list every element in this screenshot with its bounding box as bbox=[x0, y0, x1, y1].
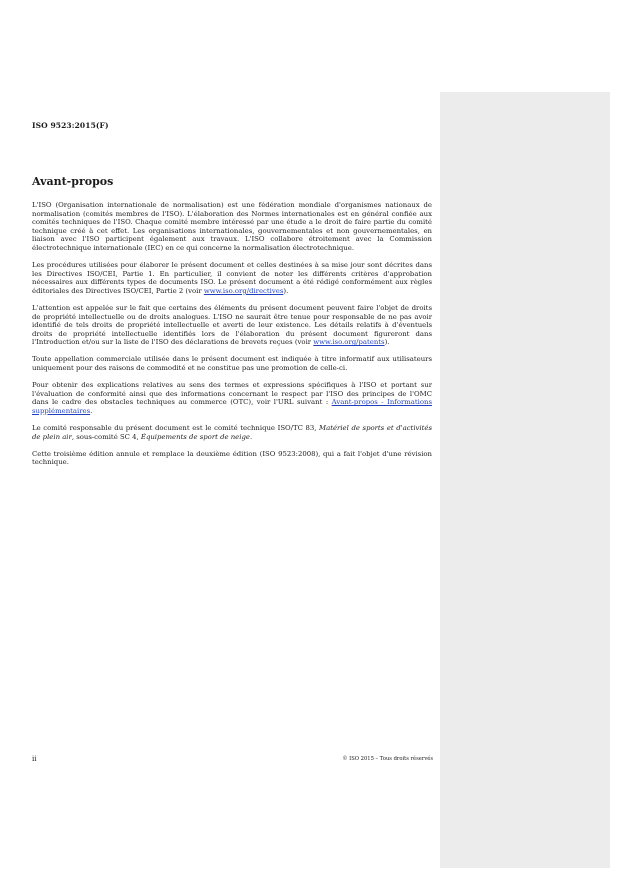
paragraph-3-text: L'attention est appelée sur le fait que certains des éléments du présent document peuvent faire l'objet de droits de propriété intellectuelle ou de droits analogues. L'ISO ne saurait être tenue pour responsable de ne pas avoir identifié de tels droits de propriété intellectuelle et averti de leur existence. Les détails relatifs à d'éventuels droits de propriété intellectuelle identifiés lors de l'élaboration du présent document figureront dans l'Introduction et/ou sur la liste de l'ISO des déclarations de brevets reçues (voir bbox=[32, 303, 432, 347]
paragraph-5-end: . bbox=[90, 406, 93, 415]
paragraph-6-end: . bbox=[249, 432, 253, 441]
directives-link[interactable]: www.iso.org/directives bbox=[203, 286, 284, 295]
page-number: ii bbox=[32, 755, 37, 763]
paragraph-6 bbox=[32, 424, 432, 441]
section-title: Avant-propos bbox=[32, 175, 114, 188]
paragraph-4: Toute appellation commerciale utilisée dans le présent document est indiquée à titre informatif aux utilisateurs uniquement pour des raisons de commodité et ne constitue pas une promotion de celle-ci. bbox=[32, 355, 432, 372]
paragraph-6-committee-name: Matériel de sports et d'activités de plein air bbox=[32, 423, 432, 441]
paragraph-2 bbox=[32, 261, 432, 295]
paragraph-5 bbox=[32, 381, 432, 415]
comment-pane bbox=[440, 92, 610, 868]
paragraph-6-text-c: , sous-comité SC 4, bbox=[71, 432, 141, 441]
paragraph-7: Cette troisième édition annule et remplace la deuxième édition (ISO 9523:2008), qui a fait l'objet d'une révision technique. bbox=[32, 449, 432, 467]
patents-link[interactable]: www.iso.org/patents bbox=[313, 338, 385, 347]
paragraph-2-text: Les procédures utilisées pour élaborer le présent document et celles destinées à sa mise jour sont décrites dans les Directives ISO/CEI, Partie 1. En particulier, il convient de noter les différents critères d'approbation nécessaires aux différents types de documents ISO. Le présent document a été rédigé conformément aux règles éditoriales des Directives ISO/CEI, Partie 2 (voir bbox=[32, 261, 432, 295]
paragraph-5-text: Pour obtenir des explications relatives au sens des termes et expressions spécifiques à l'ISO et portant sur l'évaluation de conformité ainsi que des informations concernant le respect par l'ISO des principes de l'OMC dans le cadre des obstacles techniques au commerce (OTC), voir l'URL suivant : bbox=[32, 381, 432, 407]
foreword-info-link[interactable]: Avant-propos - Informations supplémentaires bbox=[32, 398, 433, 415]
document-header: ISO 9523:2015(F) bbox=[32, 121, 109, 130]
paragraph-6-text-a: Le comité responsable du présent document est le comité technique ISO/TC 83, bbox=[32, 423, 320, 432]
paragraph-6-subcommittee-name: Équipements de sport de neige bbox=[140, 432, 250, 441]
paragraph-1: L'ISO (Organisation internationale de normalisation) est une fédération mondiale d'organismes nationaux de normalisation (comités membres de l'ISO). L'élaboration des Normes internationales est en général confiée aux comités techniques de l'ISO. Chaque comité membre intéressé par une étude a le droit de faire partie du comité technique créé à cet effet. Les organisations internationales, gouvernementales et non gouvernementales, en liaison avec l'ISO participent également aux travaux. L'ISO collabore étroitement avec la Commission électrotechnique internationale (IEC) en ce qui concerne la normalisation électrotechnique. bbox=[32, 201, 432, 252]
paragraph-2-end: ). bbox=[283, 286, 289, 295]
copyright-notice: © ISO 2015 – Tous droits réservés bbox=[342, 756, 433, 762]
paragraph-3 bbox=[32, 304, 432, 347]
document-body bbox=[32, 201, 432, 475]
paragraph-3-end: ). bbox=[384, 338, 390, 347]
